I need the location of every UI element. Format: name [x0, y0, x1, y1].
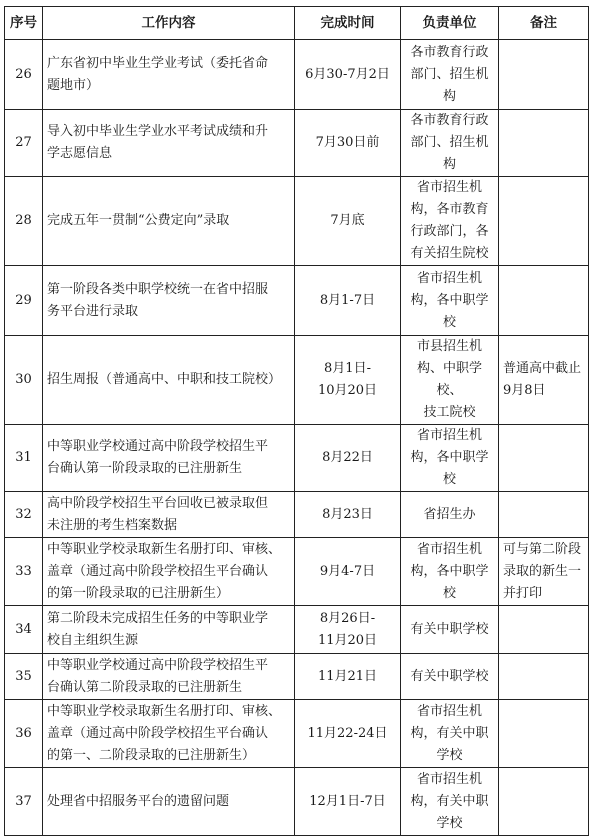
cell-time: 8月22日 [295, 425, 401, 492]
cell-time: 7月底 [295, 177, 401, 266]
cell-no: 35 [5, 654, 43, 700]
cell-content: 完成五年一贯制“公费定向”录取 [43, 177, 295, 266]
cell-note [499, 492, 589, 538]
cell-no: 37 [5, 768, 43, 836]
cell-time: 11月21日 [295, 654, 401, 700]
cell-time: 8月1-7日 [295, 266, 401, 336]
cell-note [499, 606, 589, 654]
cell-time: 8月1日- 10月20日 [295, 336, 401, 425]
cell-no: 31 [5, 425, 43, 492]
cell-no: 29 [5, 266, 43, 336]
cell-no: 33 [5, 538, 43, 606]
cell-unit: 省市招生机 构，各中职学 校 [401, 425, 499, 492]
cell-content: 第一阶段各类中职学校统一在省中招服 务平台进行录取 [43, 266, 295, 336]
cell-content: 招生周报（普通高中、中职和技工院校） [43, 336, 295, 425]
cell-note [499, 177, 589, 266]
cell-time: 8月26日- 11月20日 [295, 606, 401, 654]
table-row [5, 492, 589, 538]
table-row [5, 606, 589, 654]
cell-unit: 有关中职学校 [401, 606, 499, 654]
cell-no: 34 [5, 606, 43, 654]
cell-time: 9月4-7日 [295, 538, 401, 606]
cell-note [499, 700, 589, 768]
table-row [5, 768, 589, 836]
table-row [5, 266, 589, 336]
cell-content: 高中阶段学校招生平台回收已被录取但 未注册的考生档案数据 [43, 492, 295, 538]
cell-content: 导入初中毕业生学业水平考试成绩和升 学志愿信息 [43, 110, 295, 177]
cell-time: 8月23日 [295, 492, 401, 538]
cell-unit: 省市招生机 构，各市教育 行政部门，各 有关招生院校 [401, 177, 499, 266]
cell-unit: 省市招生机 构，各中职学 校 [401, 538, 499, 606]
cell-no: 36 [5, 700, 43, 768]
cell-content: 中等职业学校通过高中阶段学校招生平 台确认第一阶段录取的已注册新生 [43, 425, 295, 492]
cell-content: 第二阶段未完成招生任务的中等职业学 校自主组织生源 [43, 606, 295, 654]
cell-note [499, 40, 589, 110]
cell-time: 12月1日-7日 [295, 768, 401, 836]
cell-no: 27 [5, 110, 43, 177]
cell-note [499, 768, 589, 836]
cell-content: 广东省初中毕业生学业考试（委托省命 题地市） [43, 40, 295, 110]
cell-no: 26 [5, 40, 43, 110]
table-row [5, 177, 589, 266]
cell-unit: 市县招生机 构、中职学校、 技工院校 [401, 336, 499, 425]
header-note: 备注 [499, 7, 589, 40]
header-no: 序号 [5, 7, 43, 40]
header-time: 完成时间 [295, 7, 401, 40]
cell-unit: 各市教育行政 部门、招生机 构 [401, 40, 499, 110]
cell-no: 30 [5, 336, 43, 425]
cell-note [499, 425, 589, 492]
cell-note: 可与第二阶段 录取的新生一 并打印 [499, 538, 589, 606]
cell-unit: 省市招生机 构，有关中职 学校 [401, 768, 499, 836]
table-row [5, 40, 589, 110]
cell-time: 7月30日前 [295, 110, 401, 177]
cell-note [499, 654, 589, 700]
cell-note: 普通高中截止 9月8日 [499, 336, 589, 425]
cell-time: 6月30-7月2日 [295, 40, 401, 110]
cell-time: 11月22-24日 [295, 700, 401, 768]
table-row [5, 538, 589, 606]
table-row [5, 336, 589, 425]
table-row [5, 654, 589, 700]
cell-content: 中等职业学校录取新生名册打印、审核、 盖章（通过高中阶段学校招生平台确认 的第一、二阶段录取的已注册新生） [43, 700, 295, 768]
cell-unit: 省招生办 [401, 492, 499, 538]
header-content: 工作内容 [43, 7, 295, 40]
cell-content: 处理省中招服务平台的遗留问题 [43, 768, 295, 836]
table-row [5, 700, 589, 768]
cell-unit: 省市招生机 构，有关中职 学校 [401, 700, 499, 768]
table-row [5, 110, 589, 177]
header-unit: 负责单位 [401, 7, 499, 40]
schedule-table [4, 6, 589, 836]
cell-unit: 各市教育行政 部门、招生机 构 [401, 110, 499, 177]
cell-content: 中等职业学校通过高中阶段学校招生平 台确认第二阶段录取的已注册新生 [43, 654, 295, 700]
cell-no: 32 [5, 492, 43, 538]
cell-unit: 有关中职学校 [401, 654, 499, 700]
cell-unit: 省市招生机 构，各中职学 校 [401, 266, 499, 336]
header-row [5, 7, 589, 40]
cell-content: 中等职业学校录取新生名册打印、审核、 盖章（通过高中阶段学校招生平台确认 的第一阶段录取的已注册新生） [43, 538, 295, 606]
cell-note [499, 110, 589, 177]
table-row [5, 425, 589, 492]
cell-no: 28 [5, 177, 43, 266]
cell-note [499, 266, 589, 336]
